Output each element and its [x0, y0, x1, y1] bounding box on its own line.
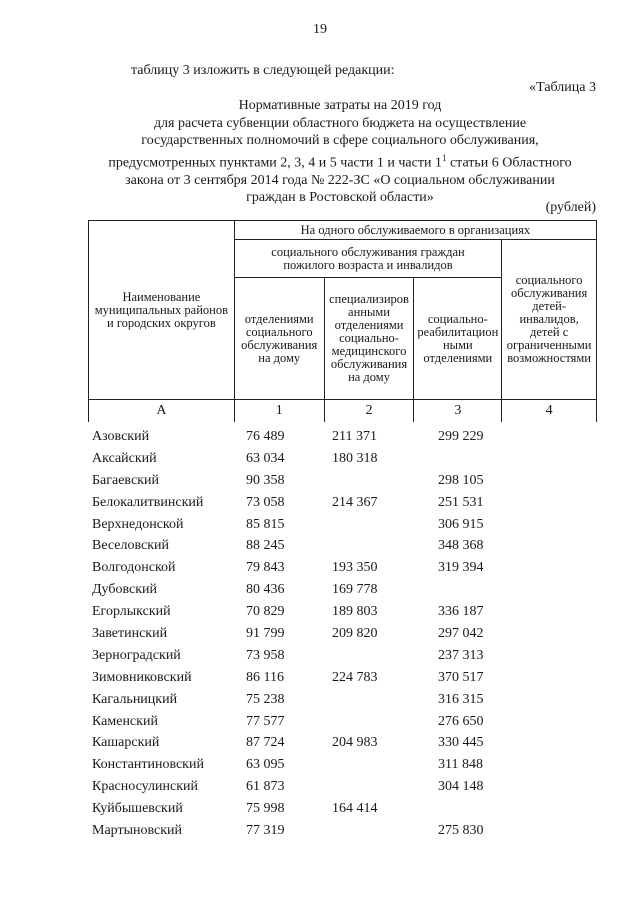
- header-name-column: Наименование муниципальных районов и городских округов: [89, 221, 235, 400]
- header-group-elderly: социального обслуживания граждан пожилого возраста и инвалидов: [234, 240, 501, 278]
- header-num-2: 2: [324, 400, 414, 422]
- header-num-4: 4: [502, 400, 597, 422]
- table-row: Мартыновский 77 319 275 830: [92, 823, 484, 839]
- units-label: (рублей): [545, 200, 596, 215]
- table-row: Азовский 76 489 211 371 299 229: [92, 429, 484, 444]
- table-row: Аксайский 63 034 180 318: [92, 450, 378, 466]
- table-row: Дубовский 80 436 169 778: [92, 582, 378, 598]
- page-number: 19: [313, 22, 327, 37]
- table-row: Багаевский 90 358 298 105: [92, 472, 484, 488]
- table-row: Верхнедонской 85 815 306 915: [92, 516, 484, 532]
- title-line: закона от 3 сентября 2014 года № 222-ЗС «О социальном обслуживании: [125, 172, 555, 188]
- header-col-2: специализированными отделениями социально-медицинского обслуживания на дому: [324, 278, 414, 400]
- table-row: Кагальницкий 75 238 316 315: [92, 691, 484, 707]
- table-row: Белокалитвинский 73 058 214 367 251 531: [92, 494, 484, 510]
- title-line-text: предусмотренных пунктами 2, 3, 4 и 5 части 1 и части 1: [108, 155, 442, 171]
- table-row: Егорлыкский 70 829 189 803 336 187: [92, 604, 484, 620]
- title-line: государственных полномочий в сфере социального обслуживания,: [141, 133, 539, 148]
- title-line: Нормативные затраты на 2019 год: [238, 98, 442, 113]
- table-row: Каменский 77 577 276 650: [92, 713, 484, 729]
- intro-text: таблицу 3 изложить в следующей редакции:: [131, 63, 395, 78]
- table-row: Куйбышевский 75 998 164 414: [92, 801, 378, 817]
- table-row: Веселовский 88 245 348 368: [92, 538, 484, 554]
- table-row: Константиновский 63 095 311 848: [92, 757, 483, 773]
- table-row: Зерноградский 73 958 237 313: [92, 647, 484, 663]
- header-group-top: На одного обслуживаемого в организациях: [234, 221, 596, 240]
- title-line: [80, 150, 600, 172]
- title-line: граждан в Ростовской области»: [246, 190, 434, 206]
- table-row: Кашарский 87 724 204 983 330 445: [92, 735, 484, 751]
- table-title: [80, 97, 600, 207]
- table-row: Красносулинский 61 873 304 148: [92, 779, 484, 795]
- header-num-3: 3: [414, 400, 502, 422]
- header-col-1: отделениями социального обслуживания на дому: [234, 278, 324, 400]
- table-header: [88, 220, 597, 422]
- header-col-3: социально-реабилитационными отделениями: [414, 278, 502, 400]
- header-num-1: 1: [234, 400, 324, 422]
- title-line: для расчета субвенции областного бюджета на осуществление: [153, 115, 527, 131]
- title-line-tail: статьи 6 Областного: [446, 155, 572, 171]
- table-row: Волгодонской 79 843 193 350 319 394: [92, 560, 484, 576]
- table-body: [88, 426, 597, 842]
- title-superscript: 1: [441, 152, 447, 163]
- table-row: Зимовниковский 86 116 224 783 370 517: [92, 669, 484, 685]
- header-num-a: А: [89, 400, 235, 422]
- header-col-4: социального обслуживания детей-инвалидов, детей с ограниченными возможностями: [502, 240, 597, 400]
- table-label: «Таблица 3: [529, 80, 596, 95]
- table-row: Заветинский 91 799 209 820 297 042: [92, 626, 484, 642]
